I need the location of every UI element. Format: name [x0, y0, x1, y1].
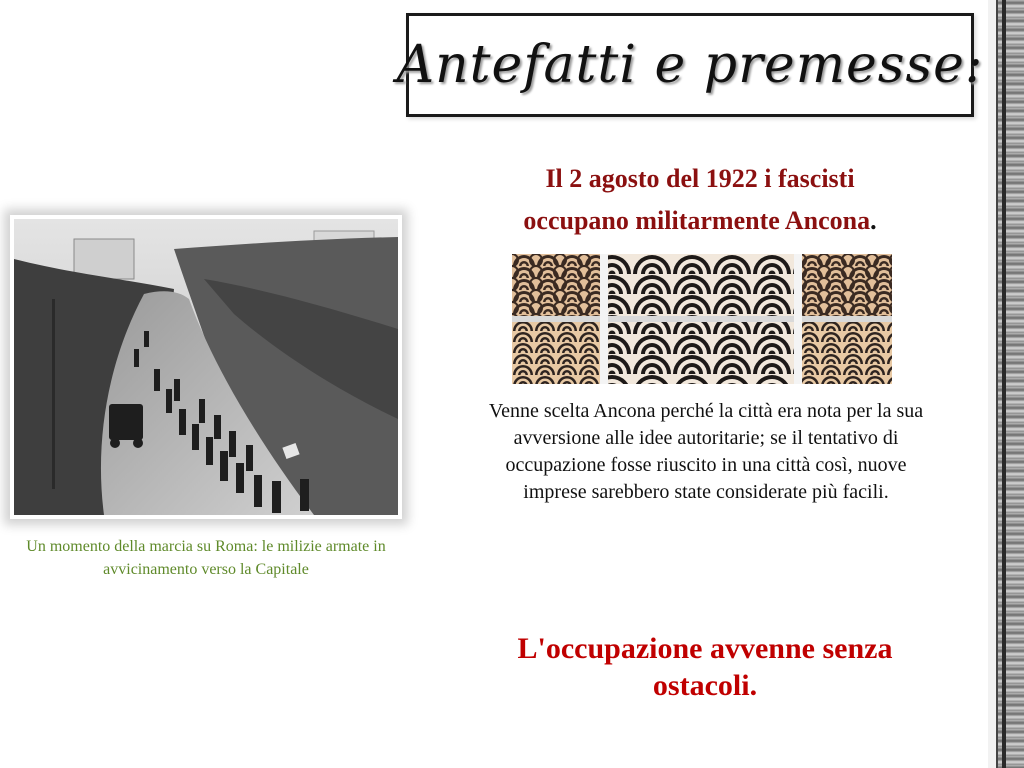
headline-line-2	[440, 200, 960, 242]
headline-line-1: Il 2 agosto del 1922 i fascisti	[545, 164, 855, 193]
conclusion-text: L'occupazione avvenne senza ostacoli.	[517, 632, 893, 702]
title-box	[396, 13, 984, 117]
historical-photo-frame	[10, 215, 402, 519]
scallop-pattern-illustration	[512, 254, 892, 384]
decorative-right-border	[988, 0, 1024, 768]
photo-illustration	[14, 219, 398, 515]
decorative-pattern-strip	[512, 254, 892, 384]
slide-title: Antefatti e premesse:	[396, 35, 984, 95]
body-paragraph: Venne scelta Ancona perché la città era nota per la sua avversione alle idee autoritarie; se il tentativo di occupazione fosse riuscito in una città così, nuove imprese sarebbero state considerate più facili.	[488, 400, 924, 503]
headline-period: .	[870, 206, 877, 235]
march-on-rome-photo	[14, 219, 398, 515]
photo-caption: Un momento della marcia su Roma: le milizie armate in avvicinamento verso la Capitale	[26, 538, 386, 578]
headline	[440, 158, 960, 242]
headline-line-2-text: occupano militarmente Ancona	[523, 206, 871, 235]
